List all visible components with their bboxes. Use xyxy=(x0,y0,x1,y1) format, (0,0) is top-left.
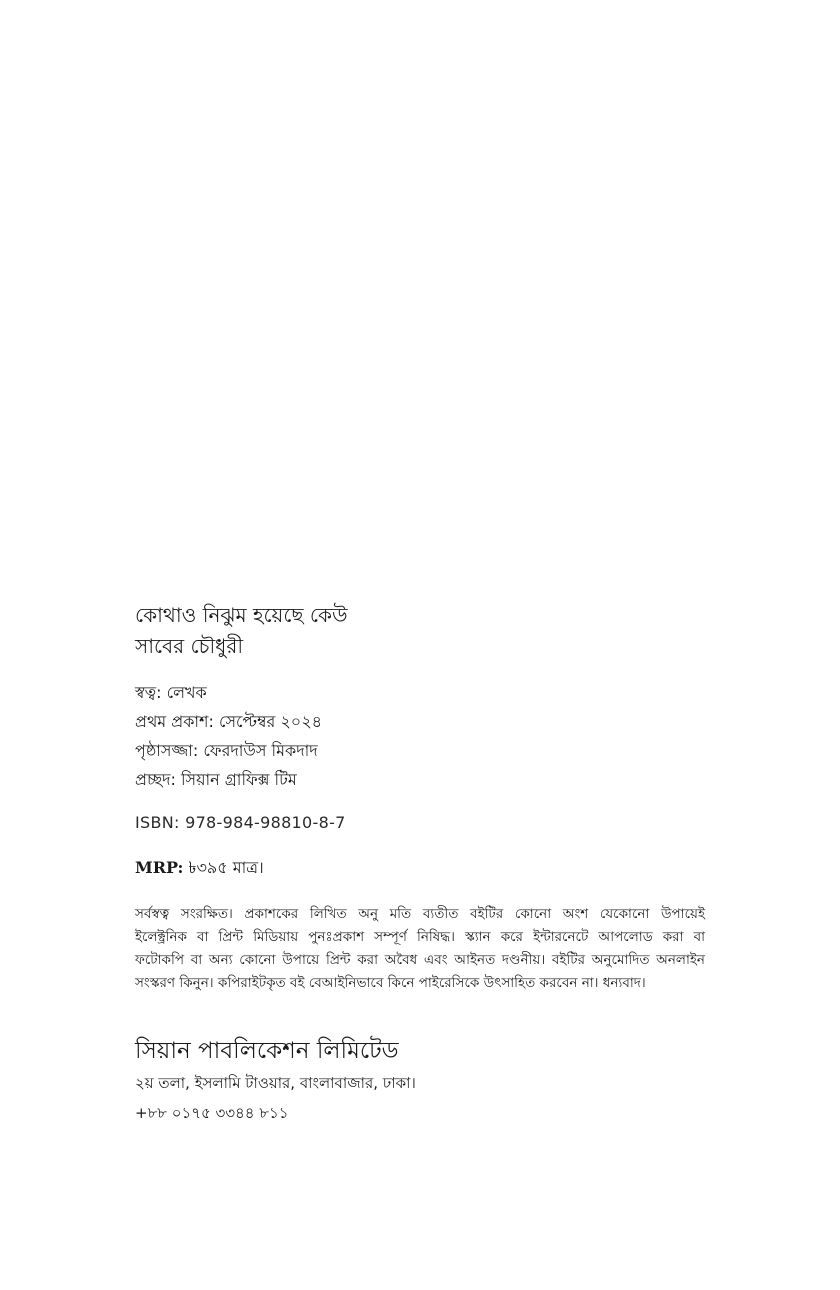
publisher-phone: +৮৮ ০১৭৫ ৩৩৪৪ ৮১১ xyxy=(135,1104,289,1122)
credits-list xyxy=(135,678,705,794)
publisher-address: ২য় তলা, ইসলামি টাওয়ার, বাংলাবাজার, ঢাকা। xyxy=(135,1074,416,1092)
notice-line: ইলেক্ট্রনিক বা প্রিন্ট মিডিয়ায় পুনঃপ্রকাশ সম্পূর্ণ নিষিদ্ধ। স্ক্যান করে ইন্টারনেটে আপলোড করা বা xyxy=(135,929,705,945)
notice-line: সংস্করণ কিনুন। কপিরাইটকৃত বই বেআইনিভাবে কিনে পাইরেসিকে উৎসাহিত করবেন না। ধন্যবাদ। xyxy=(135,975,646,991)
book-title: কোথাও নিঝুম হয়েছে কেউ xyxy=(135,603,348,627)
notice-line: সর্বস্বত্ব সংরক্ষিত। প্রকাশকের লিখিত অনু মতি ব্যতীত বইটির কোনো অংশ যেকোনো উপায়েই xyxy=(135,906,705,922)
notice-line: ফটোকপি বা অন্য কোনো উপায়ে প্রিন্ট করা অবৈধ এবং আইনত দণ্ডনীয়। বইটির অনুমোদিত অনলাইন xyxy=(135,952,705,968)
book-author: সাবের চৌধুরী xyxy=(135,634,244,658)
copyright-notice xyxy=(135,903,705,995)
publisher-info xyxy=(135,1034,705,1128)
price-line xyxy=(135,857,705,879)
price-value: ৳৩৯৫ মাত্র। xyxy=(188,858,264,877)
price-label: MRP: xyxy=(135,858,184,877)
isbn-number: ISBN: 978-984-98810-8-7 xyxy=(135,813,346,832)
credit-first-edition: প্রথম প্রকাশ: সেপ্টেম্বর ২০২৪ xyxy=(135,712,322,731)
credit-cover-design: প্রচ্ছদ: সিয়ান গ্রাফিক্স টিম xyxy=(135,770,297,789)
credit-page-layout: পৃষ্ঠাসজ্জা: ফেরদাউস মিকদাদ xyxy=(135,741,318,760)
book-title-block xyxy=(135,600,705,662)
publisher-name: সিয়ান পাবলিকেশন লিমিটেড xyxy=(135,1038,399,1064)
credit-copyright: স্বত্ব: লেখক xyxy=(135,683,207,702)
